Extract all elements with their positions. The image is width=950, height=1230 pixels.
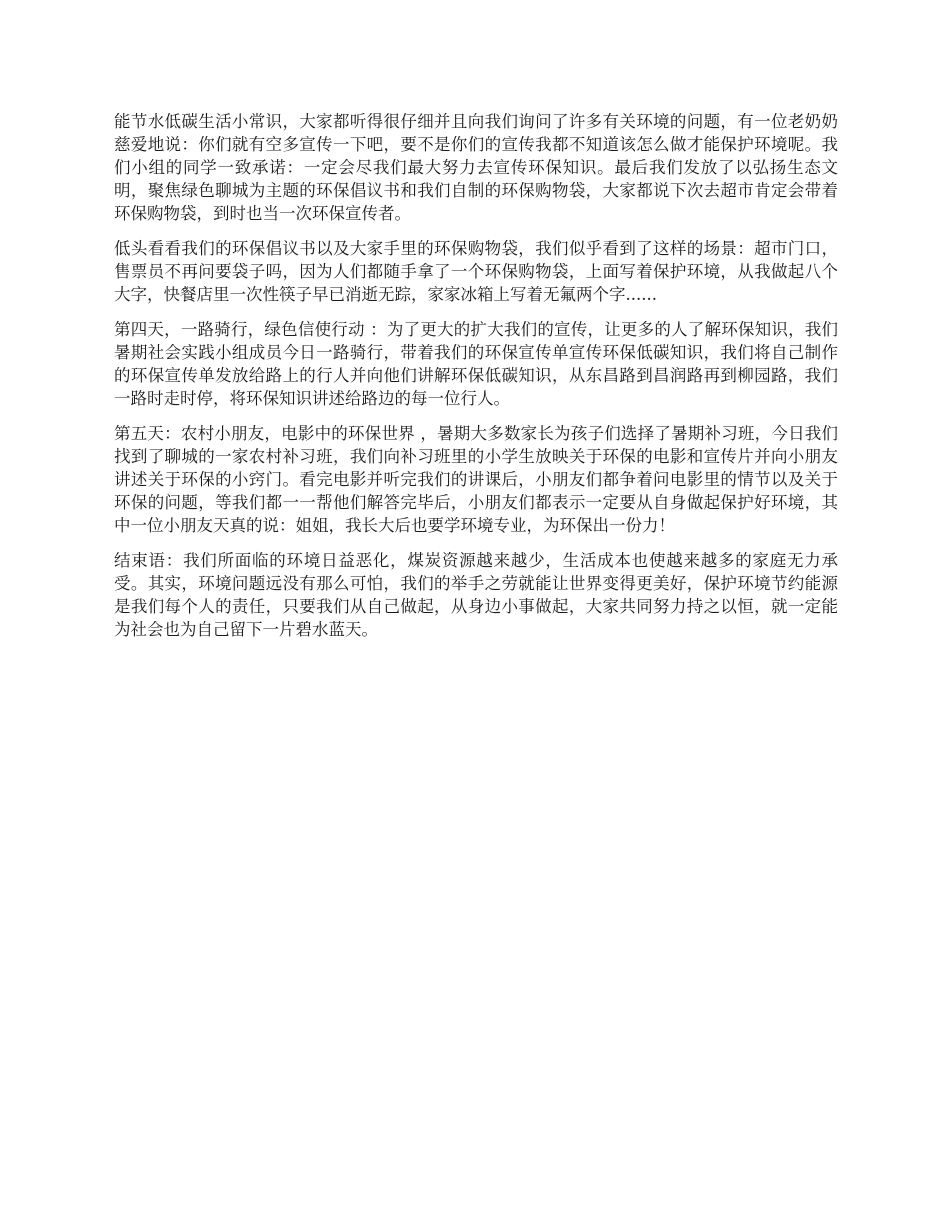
paragraph-3: 第四天，一路骑行，绿色信使行动 ：为了更大的扩大我们的宣传，让更多的人了解环保知识，我们暑期社会实践小组成员今日一路骑行，带着我们的环保宣传单宣传环保低碳知识，我们将自己制作的环保宣传单发放给路上的行人并向他们讲解环保低碳知识，从东昌路到昌润路再到柳园路，我们一路时走时停，将环保知识讲述给路边的每一位行人。 xyxy=(114,320,838,408)
paragraph-1: 能节水低碳生活小常识，大家都听得很仔细并且向我们询问了许多有关环境的问题，有一位老奶奶慈爱地说：你们就有空多宣传一下吧，要不是你们的宣传我都不知道该怎么做才能保护环境呢。我们小组的同学一致承诺：一定会尽我们最大努力去宣传环保知识。最后我们发放了以弘扬生态文明，聚焦绿色聊城为主题的环保倡议书和我们自制的环保购物袋，大家都说下次去超市肯定会带着环保购物袋，到时也当一次环保宣传者。 xyxy=(114,112,838,223)
paragraph-5: 结束语：我们所面临的环境日益恶化，煤炭资源越来越少，生活成本也使越来越多的家庭无力承受。其实，环境问题远没有那么可怕，我们的举手之劳就能让世界变得更美好，保护环境节约能源是我们每个人的责任，只要我们从自己做起，从身边小事做起，大家共同努力持之以恒，就一定能为社会也为自己留下一片碧水蓝天。 xyxy=(114,551,838,639)
paragraph-2: 低头看看我们的环保倡议书以及大家手里的环保购物袋，我们似乎看到了这样的场景：超市门口，售票员不再问要袋子吗，因为人们都随手拿了一个环保购物袋，上面写着保护环境，从我做起八个大字，快餐店里一次性筷子早已消逝无踪，家家冰箱上写着无氟两个字...... xyxy=(114,239,838,304)
document-body xyxy=(114,110,838,653)
paragraph-4: 第五天：农村小朋友，电影中的环保世界 ，暑期大多数家长为孩子们选择了暑期补习班，今日我们找到了聊城的一家农村补习班，我们向补习班里的小学生放映关于环保的电影和宣传片并向小朋友讲述关于环保的小窍门。看完电影并听完我们的讲课后，小朋友们都争着问电影里的情节以及关于环保的问题，等我们都一一帮他们解答完毕后，小朋友们都表示一定要从自身做起保护好环境，其中一位小朋友天真的说：姐姐，我长大后也要学环境专业，为环保出一份力！ xyxy=(114,424,838,535)
